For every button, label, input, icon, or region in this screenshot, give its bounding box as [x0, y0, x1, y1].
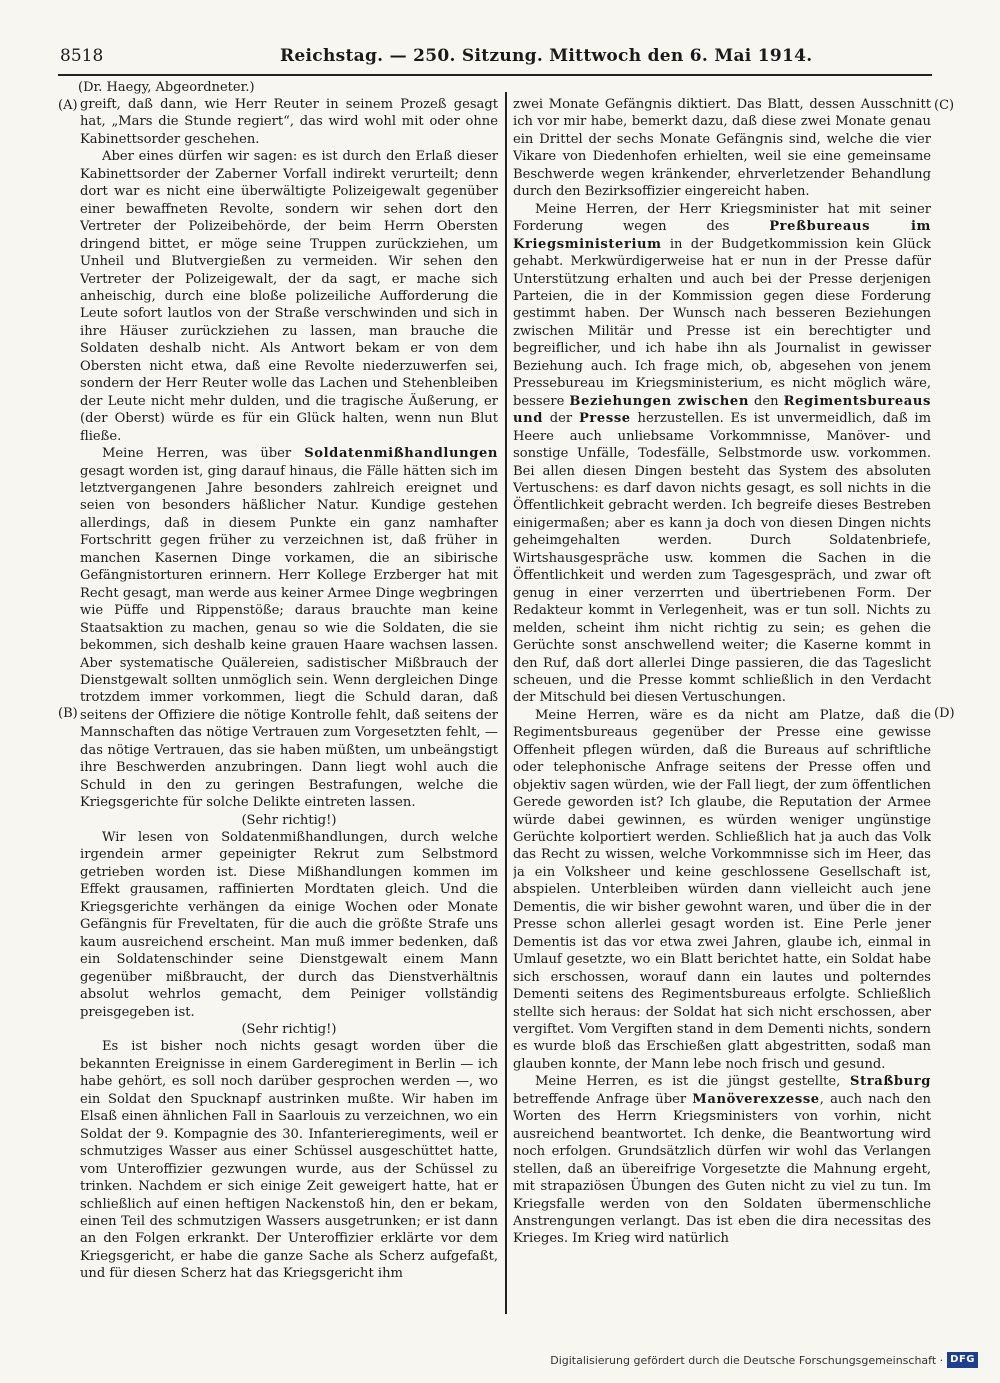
header-title: Reichstag. — 250. Sitzung. Mittwoch den 6. Mai 1914.: [280, 46, 813, 66]
text-run: der: [543, 411, 579, 427]
emphasis-term: Manöverexzesse: [692, 1091, 820, 1107]
emphasis-term: Beziehungen zwischen: [569, 393, 749, 409]
emphasis-term: Regimentsbureaus und: [513, 393, 931, 427]
paragraph: [513, 201, 931, 707]
paragraph: [80, 445, 498, 812]
text-run: betreffende Anfrage über: [513, 1091, 693, 1107]
text-run: Meine Herren, was über: [102, 446, 305, 462]
emphasis-term: Presse: [578, 411, 631, 427]
right-column: [513, 96, 931, 1316]
paragraph: greift, daß dann, wie Herr Reuter in seinem Prozeß gesagt hat, „Mars die Stunde regiert“, das wird wohl mit oder ohne Kabinettsorder geschehen.: [80, 97, 498, 147]
paragraph: Meine Herren, wäre es da nicht am Platze, daß die Regimentsbureaus gegenüber der Presse eine gewisse Offenheit pflegen würden, daß die Bureaus auf schriftliche oder telephonische Anfrage seitens der Presse offen und objektiv sagen würden, wie der Fall liegt, der zum öffentlichen Gerede geworden ist? Ich glaube, die Reputation der Armee würde dabei gewinnen, es würden weniger ungünstige Gerüchte kolportiert werden. Schließlich hat ja auch das Volk das Recht zu wissen, welche Vorkommnisse sich im Heer, das ja ein Volksheer und keine geschlossene Gesellschaft ist, abspielen. Unterbleiben würden dann vielleicht auch jene Dementis, die wir bisher gewohnt waren, und über die in der Presse schon allerlei gesagt worden ist. Eine Perle jener Dementis ist das vor etwa zwei Jahren, glaube ich, einmal in Umlauf gesetzte, wo ein Blatt berichtet hatte, ein Soldat habe sich erschossen, worauf dann ein lautes und polterndes Dementi seitens des Regimentsbureaus erfolgte. Schließlich stellte sich heraus: der Soldat hat sich nicht erschossen, aber vergiftet. Vom Vergiften stand in dem Dementi nichts, sondern es wurde bloß das Erschießen glatt abgestritten, sodaß man glauben konnte, der Mann lebe noch frisch und gesund.: [513, 707, 931, 1072]
column-divider: [505, 92, 507, 1314]
margin-marker-a: (A): [58, 98, 78, 113]
left-column: [80, 96, 498, 1316]
text-run: den: [748, 393, 784, 409]
text-run: gesagt worden ist, ging darauf hinaus, die Fälle hätten sich im letztvergangenen Jahre besonders zahlreich ereignet und seien von besonders häßlicher Natur. Kundige gestehen allerdings, daß in diesem Punkte ein ganz namhafter Fortschritt gegen früher zu verzeichnen ist, daß früher in manchen Kasernen Dinge vorkamen, die an sibirische Gefängnistorturen erinnern. Herr Kollege Erzberger hat mit Recht gesagt, man werde aus keiner Armee Dinge wegbringen wie Püffe und Rippenstöße; daraus brauchte man keine Staatsaktion zu machen, genau so wie die Soldaten, die sie bekommen, sich deshalb keine grauen Haare wachsen lassen. Aber systematische Quälereien, sadistischer Mißbrauch der Dienstgewalt sollten unmöglich sein. Wenn dergleichen Dinge trotzdem immer vorkommen, liegt die Schuld daran, daß seitens der Offiziere die nötige Kontrolle fehlt, daß seitens der Mannschaften das nötige Vertrauen zum Vorgesetzten fehlt, — das nötige Vertrauen, das sie haben müßten, um unbeängstigt ihre Beschwerden anzubringen. Dann liegt wohl auch die Schuld in den zu geringen Bestrafungen, welche die Kriegsgerichte für solche Delikte eintreten lassen.: [80, 463, 498, 811]
text-run: , auch nach den Worten des Herrn Kriegsministers von vorhin, nicht ausreichend beantwortet. Ich denke, die Beantwortung wird noch erfolgen. Grundsätzlich dürfen wir wohl das Verlangen stellen, daß an übereifrige Vorgesetzte die Mahnung ergeht, mit strapaziösen Übungen des Guten nicht zu viel zu tun. Im Kriegsfalle werden von den Soldaten übermenschliche Anstrengungen verlangt. Das ist eben die dira necessitas des Krieges. Im Krieg wird natürlich: [513, 1091, 931, 1247]
page-number: 8518: [60, 46, 104, 66]
text-run: in der Budgetkommission kein Glück gehabt. Merkwürdigerweise hat er nun in der Presse dafür Unterstützung erhalten und auch bei der Presse derjenigen Parteien, die in der Kommission gegen diese Forderung gestimmt haben. Der Wunsch nach besseren Beziehungen zwischen Militär und Presse ist ein berechtigter und begreiflicher, und ich habe ihn als Journalist in gewisser Beziehung auch. Ich frage mich, ob, abgesehen von jenem Pressebureau im Kriegsministerium, es nicht möglich wäre, bessere: [513, 236, 931, 409]
interjection: (Sehr richtig!): [241, 812, 337, 828]
text-run: Meine Herren, es ist die jüngst gestellte,: [535, 1074, 851, 1090]
paragraph: zwei Monate Gefängnis diktiert. Das Blatt, dessen Ausschnitt ich vor mir habe, bemerkt dazu, daß diese zwei Monate genau ein Drittel der sechs Monate Gefängnis sind, welche die vier Vikare von Diedenhofen erhielten, weil sie eine gemeinsame Beschwerde wegen kränkender, ehrverletzender Behandlung durch den Bezirksoffizier eingereicht haben.: [513, 97, 931, 200]
emphasis-term: Preßbureaus im Kriegsministerium: [513, 219, 931, 252]
dfg-logo: DFG: [947, 1352, 978, 1368]
margin-marker-d: (D): [934, 706, 955, 721]
paragraph: Wir lesen von Soldatenmißhandlungen, durch welche irgendein armer gepeinigter Rekrut zum Selbstmord getrieben worden ist. Diese Mißhandlungen kommen im Effekt grausamen, raffinierten Mordtaten gleich. Und die Kriegsgerichte verhängen da einige Wochen oder Monate Gefängnis für Freveltaten, für die auch die größte Strafe uns kaum ausreichend erscheint. Man muß immer bedenken, daß ein Soldatenschinder seine Dienstgewalt einem Mann gegenüber mißbraucht, der durch das Dienstverhältnis absolut wehrlos gemacht, dem Peiniger vollständig preisgegeben ist.: [80, 830, 498, 1020]
margin-marker-b: (B): [58, 706, 78, 721]
emphasis-term: Soldatenmißhandlungen: [304, 446, 498, 462]
digitization-credit: [550, 1351, 978, 1369]
text-run: herzustellen. Es ist unvermeidlich, daß im Heere auch unliebsame Vorkommnisse, Manöver- und sonstige Unfälle, Todesfälle, Selbstmorde usw. vorkommen. Bei allen diesen Dingen besteht das System des absoluten Vertuschens: es darf davon nichts gesagt, es soll nichts in die Öffentlichkeit gebracht werden. Ich begreife dieses Bestreben einigermaßen; aber es kann ja doch von diesen Dingen nichts geheimgehalten werden. Durch Soldatenbriefe, Wirtshausgespräche usw. kommen die Sachen in die Öffentlichkeit und werden zum Tagesgespräch, und zwar oft genug in einer verzerrten und übertriebenen Form. Der Redakteur kommt in Verlegenheit, was er tun soll. Nichts zu melden, scheint ihm nicht richtig zu sein; es gehen die Gerüchte sonst anschwellend weiter; die Kaserne kommt in den Ruf, daß dort allerlei Dinge passieren, die das Tageslicht scheuen, und die Presse kommt schließlich in den Verdacht der Mitschuld bei diesen Vertuschungen.: [513, 411, 931, 706]
interjection: (Sehr richtig!): [241, 1022, 337, 1038]
paragraph: [513, 1073, 931, 1248]
running-header: [58, 44, 932, 76]
text-run: Meine Herren, der Herr Kriegsminister hat mit seiner Forderung wegen des: [513, 201, 931, 235]
margin-marker-c: (C): [934, 98, 955, 113]
speaker-note: (Dr. Haegy, Abgeordneter.): [78, 80, 255, 95]
paragraph: Aber eines dürfen wir sagen: es ist durch den Erlaß dieser Kabinettsorder der Zaberner Vorfall indirekt verurteilt; denn dort war es nicht eine überwältigte Polizeigewalt gegenüber einer bewaffneten Revolte, sondern wir sehen dort den Vertreter der Polizeibehörde, der beim Herrn Obersten dringend bittet, er möge seine Truppen zurückziehen, um Unheil und Blutvergießen zu vermeiden. Wir sehen den Vertreter der Polizeigewalt, der da sagt, er mache sich anheischig, durch eine bloße polizeiliche Aufforderung die Leute sofort lautlos von der Straße verschwinden und sich in ihre Häuser zurückziehen zu lassen, man brauche die Soldaten deshalb nicht. Als Antwort bekam er von dem Obersten nicht etwa, daß eine Revolte niederzuwerfen sei, sondern der Herr Reuter wolle das Lachen und Stehenbleiben der Leute nicht mehr dulden, und die tragische Äußerung, er (der Oberst) würde es für ein Glück halten, wenn nun Blut fließe.: [80, 149, 498, 444]
emphasis-term: Straßburg: [850, 1074, 931, 1090]
credit-text: Digitalisierung gefördert durch die Deutsche Forschungsgemeinschaft ·: [550, 1353, 944, 1367]
paragraph: Es ist bisher noch nichts gesagt worden über die bekannten Ereignisse in einem Garderegiment in Berlin — ich habe gehört, es soll noch darüber gesprochen werden —, wo ein Soldat den Spucknapf austrinken mußte. Wir haben im Elsaß einen ähnlichen Fall in Saarlouis zu verzeichnen, wo ein Soldat der 9. Kompagnie des 30. Infanterieregiments, weil er schmutziges Wasser aus einer Schüssel ausgeschüttet hatte, vom Unteroffizier gezwungen wurde, aus der Schüssel zu trinken. Nachdem er sich einige Zeit geweigert hatte, hat er schließlich auf einen heftigen Nackenstoß hin, den er bekam, einen Teil des schmutzigen Wassers ausgetrunken; er ist dann an den Folgen erkrankt. Der Unteroffizier erklärte vor dem Kriegsgericht, er habe die ganze Sache als Scherz aufgefaßt, und für diesen Scherz hat das Kriegsgericht ihm: [80, 1039, 498, 1282]
